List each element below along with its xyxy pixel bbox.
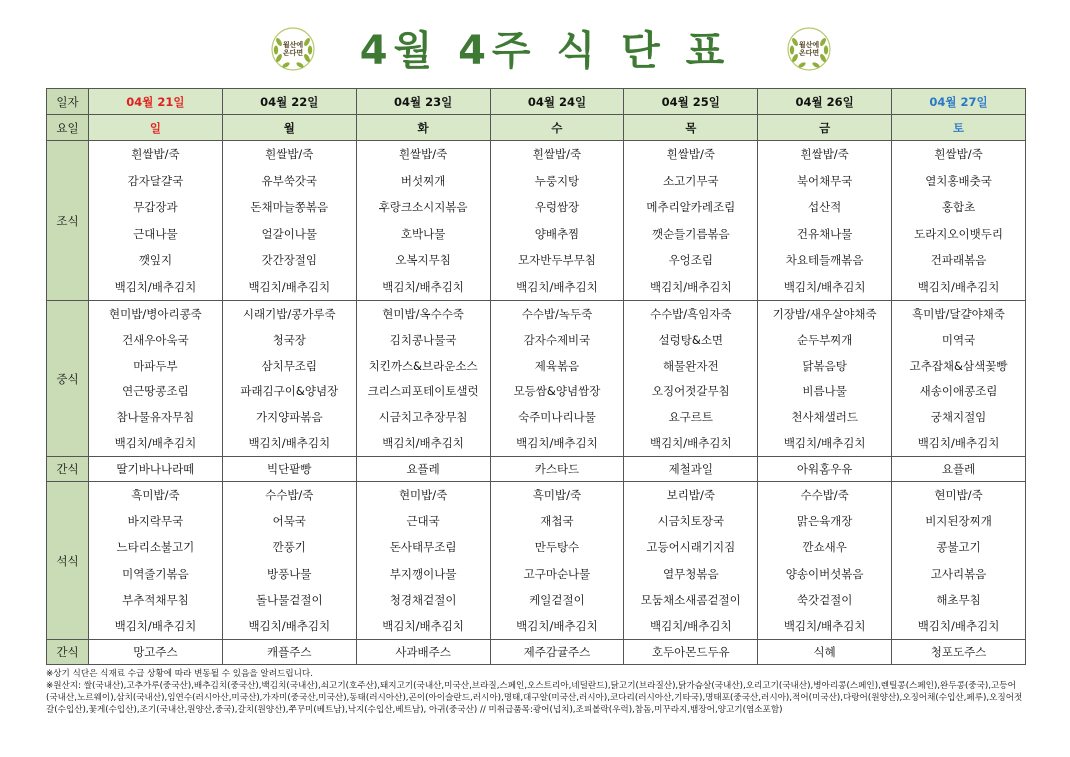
menu-item: 모자반두부무침 [518,253,596,268]
menu-item: 수수밥/죽 [265,488,314,503]
lunch-cell [490,301,624,457]
menu-item: 김치콩나물국 [389,332,457,347]
menu-item: 호박나물 [400,226,446,241]
menu-item: 유부쑥갓국 [261,173,318,188]
date-cell: 04월 26일 [758,89,892,115]
logo-text-2: 온다면 [282,49,304,57]
snack2-cell: 청포도주스 [892,640,1026,665]
menu-item: 깻잎지 [138,253,173,268]
menu-item: 새송이애콩조림 [919,384,998,399]
menu-item: 백김치/배추김치 [516,436,598,451]
lunch-cell [89,301,223,457]
menu-item: 방풍나물 [267,566,312,581]
menu-item: 백김치/배추김치 [248,618,331,633]
notes [46,668,1026,716]
menu-item: 백김치/배추김치 [917,279,1000,294]
menu-item: 버섯찌개 [400,173,446,188]
page-title: 4월 4주 식 단 표 [359,28,731,74]
menu-item: 건새우아욱국 [122,332,189,347]
logo-text-1: 월산에 [282,41,304,49]
menu-item: 흑미밥/달걀야채죽 [912,306,1005,321]
weekday-cell: 화 [356,115,490,141]
menu-item: 소고기무국 [663,173,719,188]
menu-item: 천사채샐러드 [791,410,858,425]
menu-item: 깐쇼새우 [802,540,847,555]
menu-item: 숙주미나리나물 [518,410,596,425]
logo-text-2: 온다면 [798,49,820,57]
notice-line: ※상기 식단은 식재료 수급 상황에 따라 변동될 수 있음을 알려드립니다. [46,669,313,679]
menu-item: 열무청볶음 [663,566,719,581]
menu-item: 돈채마늘쫑볶음 [250,200,329,215]
dinner-cell [758,482,892,640]
menu-item: 해물완자전 [663,358,719,373]
menu-item: 홍합초 [941,200,976,215]
weekday-label: 요일 [47,115,89,141]
date-cell: 04월 21일 [89,89,223,115]
menu-item: 고등어시래기지짐 [646,540,736,555]
menu-item: 시금치토장국 [657,514,725,529]
logo-right [786,26,832,72]
date-cell: 04월 23일 [356,89,490,115]
menu-item: 재첩국 [540,514,574,529]
snack2-cell: 사과배주스 [356,640,490,665]
weekday-cell: 일 [89,115,223,141]
menu-item: 오복지무침 [395,253,451,268]
menu-item: 무갑장과 [133,200,178,215]
menu-item: 백김치/배추김치 [382,436,464,451]
origin-line: ※원산지: 쌀(국내산),고추가루(중국산),배추김치(중국산),백김치(국내산),쇠고기(호주산),돼지고기(국내산,미국산,브라질,스페인,오스트리아,네덜란드),닭고기(브라질산),닭가슴살(국내산),오리고기(국내산),병아리콩(스페인),렌틸콩(스페인),완두콩(중국),고등어(국내산,노르웨이),삼치(국내산),임연수(러시아산,미국산),가자미(중국산,미국산),동태(러시아산),곤이(아이슬란드,러시아),명태,대구알(미국산,러시아),코다리(러시아산,기타국),명태포(중국산,러시아),적어(미국산),다랑어(원양산),오징어채(수입산,페루),오징어젓갈(수입산),꽃게(수입산),조기(국내산,원양산,중국),갈치(원양산),쭈꾸미(베트남),낙지(수입산,베트남), 아귀(중국산) // 미취급품목:광어(넙치),조피볼락(우럭),참돔,미꾸라지,뱀장어,양고기(염소포함) [46,681,1023,715]
menu-item: 백김치/배추김치 [917,618,1000,633]
menu-item: 열치홍배춧국 [925,173,992,188]
weekday-cell: 수 [490,115,624,141]
menu-item: 오징어젓갈무침 [651,384,730,399]
dinner-label: 석식 [47,482,89,640]
menu-item: 마파두부 [133,358,178,373]
breakfast-cell [624,141,758,301]
snack-cell: 빅단팥빵 [222,457,356,482]
menu-item: 어묵국 [272,514,306,529]
menu-item: 보리밥/죽 [666,488,715,503]
menu-item: 감자수제비국 [523,332,591,347]
menu-item: 백김치/배추김치 [917,436,1000,451]
menu-item: 차요테들깨볶음 [785,253,864,268]
weekday-cell: 토 [892,115,1026,141]
menu-item: 맑은육개장 [796,514,853,529]
breakfast-cell [89,141,223,301]
menu-item: 근대나물 [133,226,178,241]
menu-item: 돈사태무조림 [389,540,457,555]
snack2-cell: 호두아몬드두유 [624,640,758,665]
menu-item: 현미밥/죽 [934,488,983,503]
menu-item: 우엉조림 [668,253,714,268]
menu-item: 건유채나물 [796,226,853,241]
menu-item: 콩불고기 [936,540,981,555]
menu-item: 기장밥/새우살야채죽 [772,306,877,321]
lunch-cell [624,301,758,457]
menu-item: 느타리소불고기 [116,540,195,555]
menu-item: 흰쌀밥/죽 [265,147,314,162]
menu-item: 백김치/배추김치 [649,618,732,633]
menu-item: 수수밥/죽 [800,488,849,503]
date-row [47,89,1026,115]
menu-item: 메추리알카레조림 [646,200,736,215]
snack2-cell: 망고주스 [89,640,223,665]
menu-item: 백김치/배추김치 [649,436,732,451]
menu-item: 갓간장절임 [261,253,318,268]
menu-item: 청국장 [272,332,306,347]
menu-item: 백김치/배추김치 [114,436,197,451]
snack2-cell: 식혜 [758,640,892,665]
menu-item: 백김치/배추김치 [248,279,331,294]
date-label: 일자 [47,89,89,115]
menu-item: 백김치/배추김치 [248,436,331,451]
menu-item: 백김치/배추김치 [783,618,866,633]
menu-item: 치킨까스&브라운소스 [368,358,478,373]
breakfast-cell [356,141,490,301]
menu-item: 백김치/배추김치 [114,279,197,294]
dinner-cell [624,482,758,640]
menu-item: 고구마순나물 [523,566,591,581]
snack2-cell: 제주감귤주스 [490,640,624,665]
menu-item: 쑥갓겉절이 [796,592,853,607]
menu-item: 미역줄기볶음 [122,566,189,581]
menu-item: 시금치고추장무침 [378,410,468,425]
menu-item: 부지깽이나물 [389,566,457,581]
menu-item: 순두부찌개 [796,332,853,347]
breakfast-row [47,141,1026,301]
menu-item: 고사리볶음 [930,566,987,581]
menu-item: 백김치/배추김치 [114,618,197,633]
breakfast-cell [490,141,624,301]
menu-item: 흰쌀밥/죽 [131,147,180,162]
dinner-cell [356,482,490,640]
menu-item: 미역국 [941,332,976,347]
menu-item: 현미밥/옥수수죽 [382,306,464,321]
menu-item: 만두탕수 [534,540,580,555]
snack-cell: 제철과일 [624,457,758,482]
snack2-label: 간식 [47,640,89,665]
snack-label: 간식 [47,457,89,482]
menu-item: 모등쌈&양념쌈장 [513,384,601,399]
snack-cell: 요플레 [356,457,490,482]
menu-item: 후랑크소시지볶음 [378,200,468,215]
menu-item: 깐풍기 [272,540,306,555]
menu-item: 파래김구이&양념장 [240,384,339,399]
menu-item: 북어채무국 [796,173,853,188]
weekday-cell: 금 [758,115,892,141]
menu-item: 궁채지절임 [930,410,987,425]
menu-item: 수수밥/녹두죽 [521,306,593,321]
snack-cell: 딸기바나나라떼 [89,457,223,482]
date-cell: 04월 25일 [624,89,758,115]
menu-item: 얼갈이나물 [261,226,318,241]
snack2-cell: 캐플주스 [222,640,356,665]
menu-item: 크리스피포테이토샐럿 [367,384,479,399]
menu-item: 해초무침 [936,592,981,607]
menu-item: 백김치/배추김치 [382,618,464,633]
menu-item: 닭볶음탕 [802,358,847,373]
menu-item: 도라지오이뱃두리 [914,226,1003,241]
breakfast-cell [758,141,892,301]
menu-item: 양송이버섯볶음 [785,566,864,581]
menu-item: 설렁탕&소면 [658,332,724,347]
menu-item: 흰쌀밥/죽 [666,147,715,162]
logo-text-1: 월산에 [798,41,820,49]
dinner-row [47,482,1026,640]
menu-item: 바지락무국 [127,514,184,529]
lunch-cell [222,301,356,457]
menu-item: 백김치/배추김치 [516,279,598,294]
weekday-cell: 월 [222,115,356,141]
menu-item: 우렁쌈장 [534,200,580,215]
snack-cell: 요플레 [892,457,1026,482]
menu-item: 감자달걀국 [127,173,184,188]
menu-item: 현미밥/병아리콩죽 [109,306,202,321]
weekday-row [47,115,1026,141]
menu-item: 백김치/배추김치 [516,618,598,633]
menu-item: 부추적채무침 [122,592,189,607]
lunch-cell [892,301,1026,457]
date-cell: 04월 27일 [892,89,1026,115]
menu-item: 백김치/배추김치 [382,279,464,294]
menu-item: 흰쌀밥/죽 [532,147,582,162]
menu-item: 돌나물겉절이 [255,592,323,607]
lunch-cell [356,301,490,457]
dinner-cell [222,482,356,640]
menu-item: 흑미밥/죽 [131,488,180,503]
snack-row [47,457,1026,482]
dinner-cell [490,482,624,640]
menu-item: 시래기밥/콩가루죽 [242,306,336,321]
dinner-cell [89,482,223,640]
menu-item: 비지된장찌개 [925,514,992,529]
menu-item: 연근땅콩조림 [122,384,189,399]
lunch-label: 중식 [47,301,89,457]
breakfast-cell [892,141,1026,301]
menu-item: 흰쌀밥/죽 [800,147,849,162]
lunch-cell [758,301,892,457]
date-cell: 04월 24일 [490,89,624,115]
menu-item: 참나물유자무침 [116,410,195,425]
date-cell: 04월 22일 [222,89,356,115]
snack-cell: 아워홈우유 [758,457,892,482]
menu-item: 청경채겉절이 [389,592,457,607]
lunch-row [47,301,1026,457]
menu-item: 누룽지탕 [534,173,580,188]
menu-item: 비름나물 [802,384,847,399]
menu-item: 백김치/배추김치 [783,436,866,451]
weekday-cell: 목 [624,115,758,141]
menu-item: 현미밥/죽 [398,488,448,503]
menu-item: 수수밥/흑임자죽 [649,306,732,321]
menu-item: 모둠채소새콤겉절이 [640,592,741,607]
menu-item: 근대국 [406,514,440,529]
menu-table [46,88,1026,665]
menu-item: 고추잡채&삼색꽃빵 [909,358,1008,373]
snack2-row [47,640,1026,665]
menu-item: 케일겉절이 [529,592,585,607]
menu-item: 삼치무조림 [261,358,318,373]
dinner-cell [892,482,1026,640]
breakfast-cell [222,141,356,301]
logo-left [270,26,316,72]
menu-item: 흑미밥/죽 [532,488,582,503]
menu-item: 흰쌀밥/죽 [934,147,983,162]
menu-item: 흰쌀밥/죽 [398,147,448,162]
breakfast-label: 조식 [47,141,89,301]
menu-item: 요구르트 [668,410,714,425]
menu-item: 건파래볶음 [930,253,987,268]
menu-item: 섭산적 [807,200,842,215]
snack-cell: 카스타드 [490,457,624,482]
menu-item: 백김치/배추김치 [649,279,732,294]
menu-item: 제육볶음 [534,358,580,373]
menu-item: 백김치/배추김치 [783,279,866,294]
menu-item: 깻순들기름볶음 [651,226,730,241]
menu-item: 양배추찜 [534,226,580,241]
menu-item: 가지양파볶음 [255,410,323,425]
